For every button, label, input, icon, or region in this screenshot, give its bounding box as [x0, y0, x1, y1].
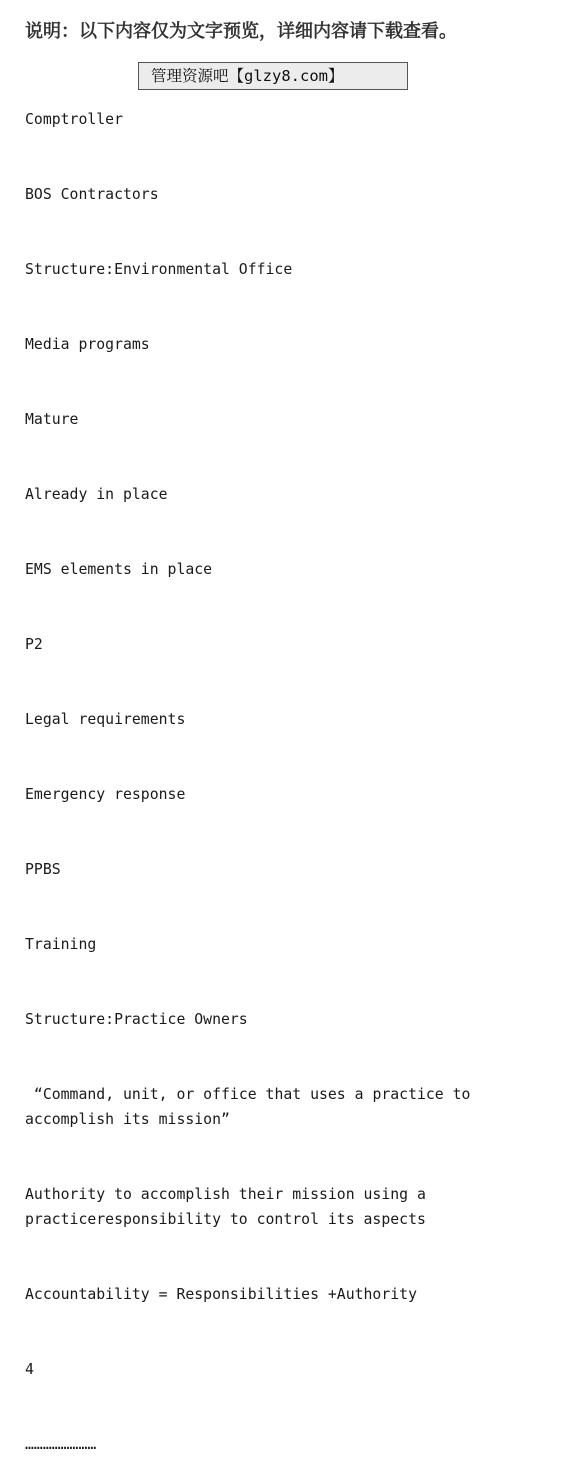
text-line: Legal requirements [25, 711, 186, 728]
ellipsis-line: …………………… [25, 1436, 97, 1453]
text-line: Media programs [25, 336, 150, 353]
text-line: Mature [25, 411, 79, 428]
preview-notice: 说明：以下内容仅为文字预览，详细内容请下载查看。 [25, 21, 457, 42]
text-line: Training [25, 936, 97, 953]
text-line: PPBS [25, 861, 61, 878]
page-number: 4 [25, 1361, 34, 1378]
text-line: “Command, unit, or office that uses a practice to accomplish its mission” [25, 1086, 480, 1128]
text-line: EMS elements in place [25, 561, 213, 578]
text-line: P2 [25, 636, 43, 653]
text-line: Already in place [25, 486, 168, 503]
text-line: Authority to accomplish their mission using a practiceresponsibility to control its aspects [25, 1186, 435, 1228]
text-line: BOS Contractors [25, 186, 159, 203]
text-line: Accountability = Responsibilities +Authority [25, 1286, 417, 1303]
text-line: Structure:Practice Owners [25, 1011, 248, 1028]
text-line: Comptroller [25, 111, 123, 128]
text-line: Structure:Environmental Office [25, 261, 293, 278]
document-text [25, 57, 545, 1482]
text-line: Emergency response [25, 786, 186, 803]
watermark-label: 管理资源吧【glzy8.com】 [138, 62, 408, 90]
